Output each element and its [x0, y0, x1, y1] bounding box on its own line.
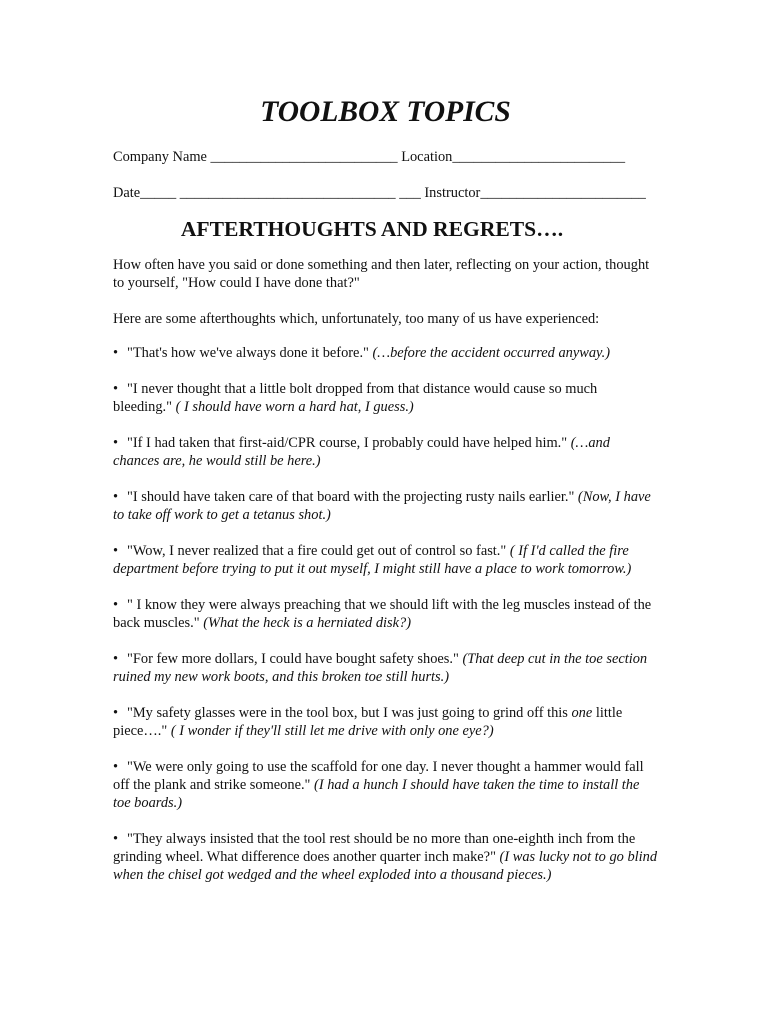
bullet-icon: •: [113, 705, 119, 721]
date-instructor-line: Date_____ ______________________________ ___ Instructor_______________________: [113, 185, 646, 201]
list-item: [113, 488, 658, 524]
document-title: TOOLBOX TOPICS: [260, 96, 511, 128]
item-afterthought: (I was lucky not to go blind when the chisel got wedged and the wheel exploded into a thousand pieces.): [113, 849, 658, 883]
item-afterthought: (What the heck is a herniated disk?): [203, 615, 412, 631]
bullet-icon: •: [113, 489, 119, 505]
list-item: [113, 758, 658, 812]
item-afterthought: (Now, I have to take off work to get a tetanus shot.): [113, 489, 651, 523]
item-quote: "For few more dollars, I could have bought safety shoes.": [127, 651, 463, 667]
bullet-icon: •: [113, 543, 119, 559]
intro-paragraph: How often have you said or done something and then later, reflecting on your action, thought to yourself, "How could I have done that?": [113, 257, 650, 291]
item-quote: "My safety glasses were in the tool box, but I was just going to grind off this: [127, 705, 572, 721]
afterthoughts-list: [113, 344, 658, 902]
item-quote: " I know they were always preaching that we should lift with the leg muscles instead of the back muscles.": [113, 597, 652, 631]
bullet-icon: •: [113, 831, 119, 847]
list-item: [113, 704, 658, 740]
item-quote: "That's how we've always done it before.": [127, 345, 373, 361]
item-afterthought: ( If I'd called the fire department before trying to put it out myself, I might still have a place to work tomorrow.): [113, 543, 632, 577]
item-afterthought: (…and chances are, he would still be here.): [113, 435, 610, 469]
bullet-icon: •: [113, 597, 119, 613]
bullet-icon: •: [113, 651, 119, 667]
item-quote: "We were only going to use the scaffold for one day. I never thought a hammer would fall off the plank and strike someone.": [113, 759, 644, 793]
company-location-line: Company Name __________________________ Location________________________: [113, 149, 626, 165]
item-quote: "If I had taken that first-aid/CPR course, I probably could have helped him.": [127, 435, 571, 451]
list-item: [113, 830, 658, 884]
item-quote-end: little piece….": [113, 705, 623, 739]
lead-in-paragraph: Here are some afterthoughts which, unfortunately, too many of us have experienced:: [113, 311, 600, 327]
item-afterthought: (…before the accident occurred anyway.): [372, 345, 611, 361]
item-afterthought: ( I should have worn a hard hat, I guess.): [175, 399, 414, 415]
item-afterthought: (I had a hunch I should have taken the time to install the toe boards.): [113, 777, 640, 811]
bullet-icon: •: [113, 435, 119, 451]
item-quote: "I never thought that a little bolt dropped from that distance would cause so much bleeding.": [113, 381, 598, 415]
list-item: [113, 344, 658, 362]
list-item: [113, 542, 658, 578]
item-afterthought: ( I wonder if they'll still let me drive with only one eye?): [170, 723, 494, 739]
bullet-icon: •: [113, 345, 119, 361]
list-item: [113, 380, 658, 416]
list-item: [113, 596, 658, 632]
list-item: [113, 434, 658, 470]
item-quote: "Wow, I never realized that a fire could get out of control so fast.": [127, 543, 510, 559]
section-subtitle: AFTERTHOUGHTS AND REGRETS….: [180, 217, 564, 241]
item-quote: "They always insisted that the tool rest should be no more than one-eighth inch from the grinding wheel. What difference does another quarter inch make?": [113, 831, 636, 865]
bullet-icon: •: [113, 381, 119, 397]
item-quote-emphasis: one: [571, 705, 593, 721]
list-item: [113, 650, 658, 686]
bullet-icon: •: [113, 759, 119, 775]
item-quote: "I should have taken care of that board with the projecting rusty nails earlier.": [127, 489, 578, 505]
item-afterthought: (That deep cut in the toe section ruined my new work boots, and this broken toe still hurts.): [113, 651, 648, 685]
